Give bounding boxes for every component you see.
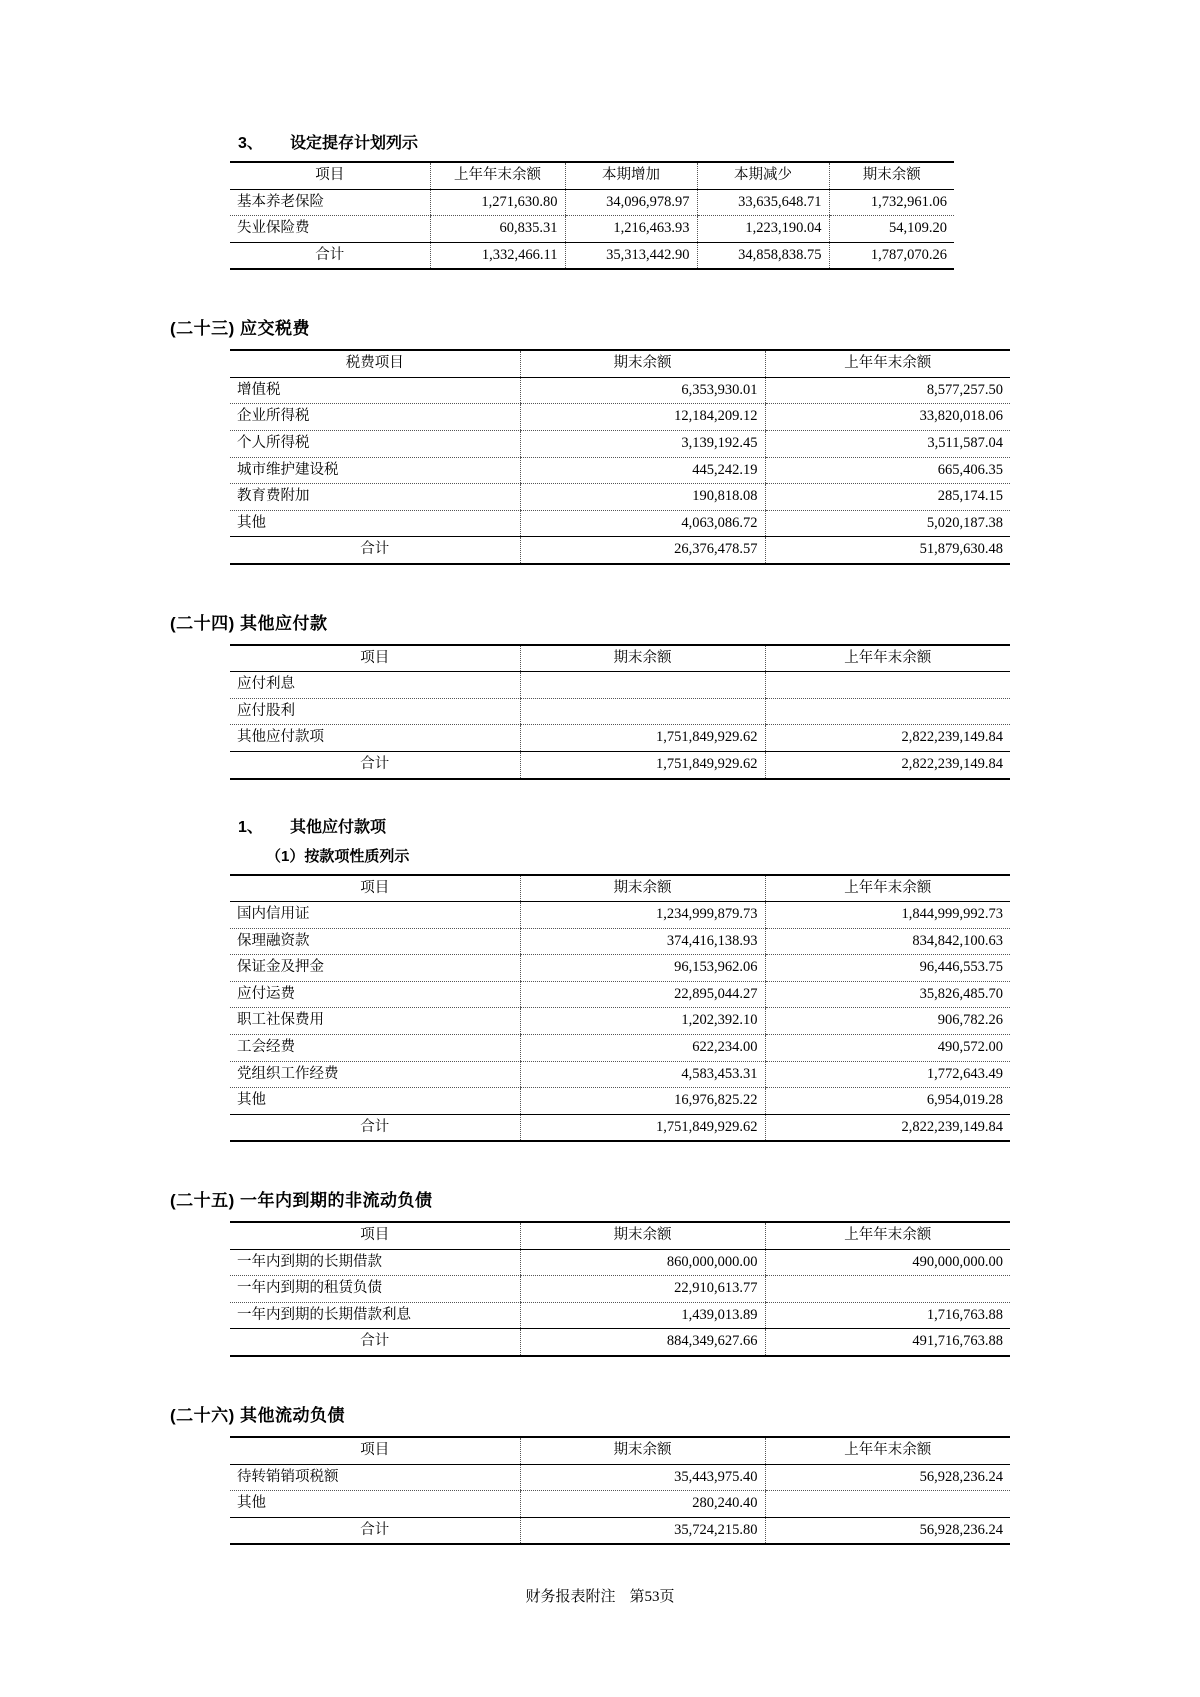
table-header-row (230, 875, 1010, 902)
row-value: 860,000,000.00 (520, 1249, 765, 1276)
table-header-row (230, 1437, 1010, 1464)
column-header: 上年年末余额 (765, 645, 1010, 672)
row-value: 622,234.00 (520, 1034, 765, 1061)
section-other-payables (170, 609, 1030, 780)
table-row (230, 981, 1010, 1008)
row-label: 城市维护建设税 (230, 457, 520, 484)
section-sub-heading: （1）按款项性质列示 (266, 847, 410, 865)
row-value: 1,772,643.49 (765, 1061, 1010, 1088)
row-value: 374,416,138.93 (520, 928, 765, 955)
section-heading: (二十三) 应交税费 (170, 319, 311, 339)
row-value: 1,202,392.10 (520, 1008, 765, 1035)
row-label: 一年内到期的租赁负债 (230, 1276, 520, 1303)
table-other-current-liabilities (230, 1436, 1010, 1545)
row-value: 8,577,257.50 (765, 377, 1010, 404)
row-value: 834,842,100.63 (765, 928, 1010, 955)
table-total-row (230, 752, 1010, 779)
section-heading: (二十五) 一年内到期的非流动负债 (170, 1191, 433, 1211)
section-heading (238, 130, 1030, 153)
row-label: 保理融资款 (230, 928, 520, 955)
row-value (765, 672, 1010, 699)
row-value: 54,109.20 (829, 216, 954, 243)
row-value: 56,928,236.24 (765, 1464, 1010, 1491)
column-header: 上年年末余额 (430, 162, 565, 189)
total-value: 1,332,466.11 (430, 242, 565, 269)
row-value: 96,153,962.06 (520, 955, 765, 982)
section-heading: (二十六) 其他流动负债 (170, 1406, 346, 1425)
table-row (230, 510, 1010, 537)
row-label: 党组织工作经费 (230, 1061, 520, 1088)
table-header-row (230, 162, 954, 189)
row-value: 490,572.00 (765, 1034, 1010, 1061)
row-label: 一年内到期的长期借款 (230, 1249, 520, 1276)
table-row (230, 457, 1010, 484)
row-label: 职工社保费用 (230, 1008, 520, 1035)
row-label: 应付运费 (230, 981, 520, 1008)
table-total-row (230, 1517, 1010, 1544)
row-value (520, 672, 765, 699)
total-value: 2,822,239,149.84 (765, 1114, 1010, 1141)
table-other-payables-detail (230, 874, 1010, 1143)
row-value: 1,216,463.93 (565, 216, 697, 243)
total-value: 34,858,838.75 (697, 242, 829, 269)
row-value (765, 698, 1010, 725)
row-value: 22,910,613.77 (520, 1276, 765, 1303)
table-row (230, 1276, 1010, 1303)
total-value: 26,376,478.57 (520, 537, 765, 564)
row-label: 其他 (230, 1088, 520, 1115)
row-value: 3,139,192.45 (520, 430, 765, 457)
table-row (230, 484, 1010, 511)
total-value: 491,716,763.88 (765, 1329, 1010, 1356)
row-label: 教育费附加 (230, 484, 520, 511)
column-header: 项目 (230, 162, 430, 189)
row-label: 待转销销项税额 (230, 1464, 520, 1491)
section-noncurrent-due-within-one-year (170, 1186, 1030, 1357)
table-row (230, 430, 1010, 457)
column-header: 上年年末余额 (765, 1222, 1010, 1249)
row-value: 5,020,187.38 (765, 510, 1010, 537)
row-value: 665,406.35 (765, 457, 1010, 484)
table-row (230, 902, 1010, 929)
section-taxes-payable (170, 314, 1030, 565)
table-row (230, 216, 954, 243)
total-label: 合计 (230, 752, 520, 779)
section-other-payables-detail (170, 814, 1030, 1143)
row-value: 12,184,209.12 (520, 404, 765, 431)
row-value: 906,782.26 (765, 1008, 1010, 1035)
row-label: 企业所得税 (230, 404, 520, 431)
table-total-row (230, 1329, 1010, 1356)
row-label: 国内信用证 (230, 902, 520, 929)
table-header-row (230, 1222, 1010, 1249)
row-value: 6,353,930.01 (520, 377, 765, 404)
row-label: 个人所得税 (230, 430, 520, 457)
table-row (230, 1302, 1010, 1329)
table-header-row (230, 350, 1010, 377)
row-value: 34,096,978.97 (565, 189, 697, 216)
total-value: 35,724,215.80 (520, 1517, 765, 1544)
table-row (230, 1249, 1010, 1276)
row-value: 1,751,849,929.62 (520, 725, 765, 752)
row-label: 应付股利 (230, 698, 520, 725)
total-value: 35,313,442.90 (565, 242, 697, 269)
row-value: 3,511,587.04 (765, 430, 1010, 457)
row-value: 2,822,239,149.84 (765, 725, 1010, 752)
total-label: 合计 (230, 1517, 520, 1544)
row-value: 96,446,553.75 (765, 955, 1010, 982)
table-row (230, 1088, 1010, 1115)
column-header: 期末余额 (520, 645, 765, 672)
total-value: 2,822,239,149.84 (765, 752, 1010, 779)
table-total-row (230, 242, 954, 269)
row-value: 445,242.19 (520, 457, 765, 484)
row-value: 6,954,019.28 (765, 1088, 1010, 1115)
row-value: 1,716,763.88 (765, 1302, 1010, 1329)
row-value: 33,820,018.06 (765, 404, 1010, 431)
row-value: 33,635,648.71 (697, 189, 829, 216)
total-value: 884,349,627.66 (520, 1329, 765, 1356)
row-value: 280,240.40 (520, 1491, 765, 1518)
column-header: 项目 (230, 875, 520, 902)
column-header: 项目 (230, 1222, 520, 1249)
row-value (765, 1491, 1010, 1518)
row-value: 285,174.15 (765, 484, 1010, 511)
total-value: 51,879,630.48 (765, 537, 1010, 564)
row-value: 60,835.31 (430, 216, 565, 243)
row-value: 16,976,825.22 (520, 1088, 765, 1115)
row-label: 其他 (230, 1491, 520, 1518)
column-header: 税费项目 (230, 350, 520, 377)
column-header: 本期增加 (565, 162, 697, 189)
table-taxes-payable (230, 349, 1010, 565)
column-header: 上年年末余额 (765, 350, 1010, 377)
row-value: 22,895,044.27 (520, 981, 765, 1008)
section-heading-number: 1、 (238, 818, 263, 836)
row-value (765, 1276, 1010, 1303)
footer-page-number: 第53页 (629, 1589, 675, 1606)
row-label: 增值税 (230, 377, 520, 404)
page-footer (170, 1585, 1030, 1606)
total-label: 合计 (230, 1329, 520, 1356)
table-row (230, 672, 1010, 699)
row-value: 1,844,999,992.73 (765, 902, 1010, 929)
column-header: 项目 (230, 645, 520, 672)
row-label: 保证金及押金 (230, 955, 520, 982)
total-label: 合计 (230, 537, 520, 564)
table-pension-plan (230, 161, 954, 270)
row-value: 1,234,999,879.73 (520, 902, 765, 929)
row-label: 工会经费 (230, 1034, 520, 1061)
table-noncurrent-due-within-one-year (230, 1221, 1010, 1357)
section-heading-number: 3、 (238, 135, 263, 152)
total-value: 1,787,070.26 (829, 242, 954, 269)
table-row (230, 404, 1010, 431)
column-header: 期末余额 (520, 350, 765, 377)
column-header: 期末余额 (520, 1222, 765, 1249)
column-header: 期末余额 (829, 162, 954, 189)
total-label: 合计 (230, 1114, 520, 1141)
section-pension-plan (170, 130, 1030, 270)
table-total-row (230, 1114, 1010, 1141)
column-header: 期末余额 (520, 875, 765, 902)
table-other-payables (230, 644, 1010, 780)
row-value: 4,583,453.31 (520, 1061, 765, 1088)
column-header: 上年年末余额 (765, 1437, 1010, 1464)
footer-label: 财务报表附注 (525, 1589, 616, 1606)
table-row (230, 1034, 1010, 1061)
table-row (230, 189, 954, 216)
table-row (230, 1008, 1010, 1035)
section-heading: (二十四) 其他应付款 (170, 613, 328, 633)
section-heading-text: 其他应付款项 (290, 818, 387, 836)
column-header: 上年年末余额 (765, 875, 1010, 902)
table-row (230, 955, 1010, 982)
row-value: 190,818.08 (520, 484, 765, 511)
row-value: 1,223,190.04 (697, 216, 829, 243)
row-label: 失业保险费 (230, 216, 430, 243)
column-header: 期末余额 (520, 1437, 765, 1464)
total-value: 56,928,236.24 (765, 1517, 1010, 1544)
row-value: 35,826,485.70 (765, 981, 1010, 1008)
table-row (230, 928, 1010, 955)
row-label: 基本养老保险 (230, 189, 430, 216)
table-row (230, 698, 1010, 725)
row-label: 其他应付款项 (230, 725, 520, 752)
column-header: 项目 (230, 1437, 520, 1464)
row-value: 35,443,975.40 (520, 1464, 765, 1491)
table-row (230, 1491, 1010, 1518)
table-row (230, 377, 1010, 404)
table-row (230, 1061, 1010, 1088)
table-row (230, 725, 1010, 752)
row-value (520, 698, 765, 725)
section-other-current-liabilities (170, 1401, 1030, 1545)
row-value: 1,439,013.89 (520, 1302, 765, 1329)
total-value: 1,751,849,929.62 (520, 1114, 765, 1141)
table-header-row (230, 645, 1010, 672)
row-value: 1,732,961.06 (829, 189, 954, 216)
section-heading-text: 设定提存计划列示 (290, 135, 419, 152)
row-label: 应付利息 (230, 672, 520, 699)
table-row (230, 1464, 1010, 1491)
column-header: 本期减少 (697, 162, 829, 189)
row-value: 490,000,000.00 (765, 1249, 1010, 1276)
row-value: 4,063,086.72 (520, 510, 765, 537)
total-label: 合计 (230, 242, 430, 269)
table-total-row (230, 537, 1010, 564)
total-value: 1,751,849,929.62 (520, 752, 765, 779)
row-value: 1,271,630.80 (430, 189, 565, 216)
section-heading (238, 814, 1030, 837)
row-label: 一年内到期的长期借款利息 (230, 1302, 520, 1329)
row-label: 其他 (230, 510, 520, 537)
